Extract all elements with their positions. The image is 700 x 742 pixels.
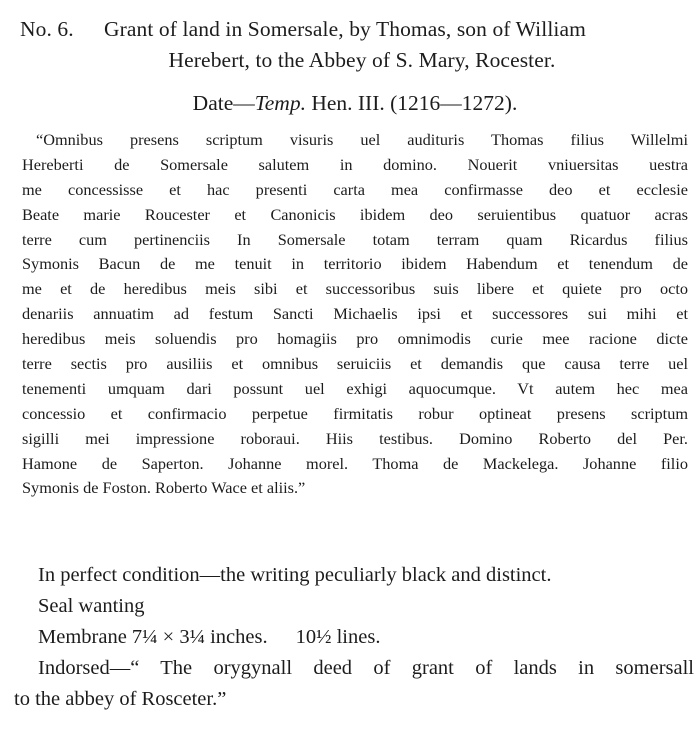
indorsed-note: Indorsed—“ The orygynall deed of grant of lands in somersall [38, 657, 694, 679]
latin-line: tenementi umquam dari possunt uel exhigi aquocumque. Vt autem hec mea [22, 378, 688, 398]
seal-note: Seal wanting [38, 595, 145, 617]
latin-line: “Omnibus presens scriptum visuris uel audituris Thomas filius Willelmi [36, 130, 688, 149]
latin-line: Beate marie Roucester et Canonicis ibidem deo seruientibus quatuor acras [22, 204, 688, 224]
latin-line: Symonis de Foston. Roberto Wace et aliis.” [22, 478, 306, 498]
date-prefix: Date— [192, 91, 255, 115]
latin-line: Hereberti de Somersale salutem in domino. Nouerit vniuersitas uestra [22, 154, 688, 174]
latin-line: terre sectis pro ausiliis et omnibus seruiciis et demandis que causa terre uel [22, 354, 688, 374]
latin-line: heredibus meis soluendis pro homagiis pro omnimodis curie mee racione dicte [22, 329, 688, 349]
condition-notes [14, 560, 694, 715]
latin-line: sigilli mei impressione roboraui. Hiis testibus. Domino Roberto del Per. [22, 428, 688, 448]
latin-line: Symonis Bacun de me tenuit in territorio ibidem Habendum et tenendum de [22, 254, 688, 274]
latin-line: terre cum pertinenciis In Somersale totam terram quam Ricardus filius [22, 229, 688, 249]
latin-line: me et de heredibus meis sibi et successoribus suis libere et quiete pro octo [22, 279, 688, 299]
latin-line: denariis annuatim ad festum Sancti Michaelis ipsi et successores sui mihi et [22, 304, 688, 324]
date-reign: Hen. III. (1216—1272). [305, 91, 518, 115]
indorsed-note-continued: to the abbey of Rosceter.” [14, 688, 227, 710]
membrane-note [14, 622, 694, 653]
date-temp: Temp. [254, 91, 306, 115]
membrane-size: Membrane 7¼ × 3¼ inches. [38, 626, 268, 648]
latin-line: concessio et confirmacio perpetue firmitatis robur optineat presens scriptum [22, 403, 688, 423]
condition-note: In perfect condition—the writing peculiarly black and distinct. [38, 564, 552, 586]
heading-line-2: Herebert, to the Abbey of S. Mary, Rocester. [168, 48, 556, 72]
charter-heading [0, 14, 700, 76]
heading-line-1 [0, 14, 700, 45]
membrane-lines: 10½ lines. [295, 626, 381, 648]
charter-number: No. 6. [20, 17, 74, 41]
latin-line: Hamone de Saperton. Johanne morel. Thoma de Mackelega. Johanne filio [22, 453, 688, 473]
latin-line: me concessisse et hac presenti carta mea confirmasse deo et ecclesie [22, 179, 688, 199]
latin-transcription [22, 128, 688, 501]
charter-date [0, 88, 700, 118]
heading-text-1: Grant of land in Somersale, by Thomas, son of William [104, 17, 586, 41]
